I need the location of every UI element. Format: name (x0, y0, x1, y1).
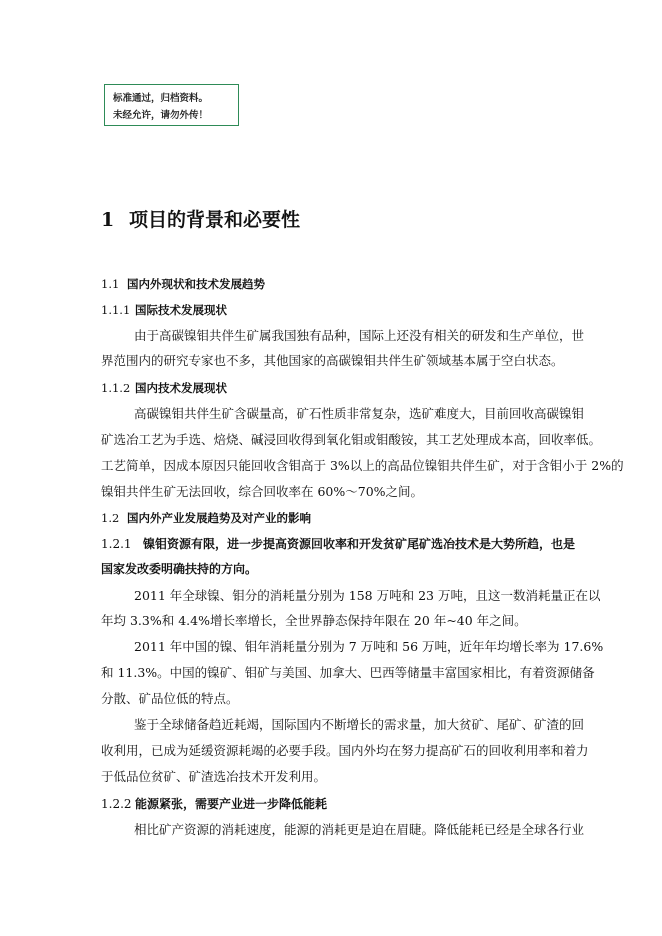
section-1-1-1-heading (101, 302, 227, 318)
section-1-2-1-title-continued: 国家发改委明确扶持的方向。 (101, 562, 258, 576)
section-1-number: 1 (101, 209, 115, 231)
paragraph-line: 收利用，已成为延缓资源耗竭的必要手段。国内外均在努力提高矿石的回收利用率和着力 (101, 743, 589, 758)
paragraph-line: 鉴于全球储备趋近耗竭，国际国内不断增长的需求量，加大贫矿、尾矿、矿渣的回 (134, 717, 585, 732)
notice-line-2: 未经允许，请勿外传！ (113, 110, 209, 121)
section-1-2-1-number: 1.2.1 (101, 537, 132, 551)
section-1-1-1-number: 1.1.1 (101, 303, 131, 317)
paragraph-line: 矿选冶工艺为手选、焙烧、碱浸回收得到氧化钼或钼酸铵，其工艺处理成本高，回收率低。 (101, 432, 602, 447)
section-1-1-2-number: 1.1.2 (101, 381, 131, 395)
section-1-1-heading (101, 276, 265, 292)
section-1-2-2-heading (101, 796, 327, 812)
paragraph-line: 相比矿产资源的消耗速度，能源的消耗更是迫在眉睫。降低能耗已经是全球各行业 (134, 822, 585, 837)
paragraph-line: 由于高碳镍钼共伴生矿属我国独有品种，国际上还没有相关的研发和生产单位，世 (134, 328, 585, 343)
section-1-title: 项目的背景和必要性 (129, 209, 301, 231)
paragraph-line: 工艺简单，因成本原因只能回收含钼高于 3%以上的高品位镍钼共伴生矿，对于含钼小于 2%的 (101, 458, 624, 473)
section-1-1-title: 国内外现状和技术发展趋势 (127, 277, 265, 291)
paragraph-line: 2011 年全球镍、钼分的消耗量分别为 158 万吨和 23 万吨，且这一数消耗量正在以 (134, 588, 601, 603)
confidential-notice-box (104, 84, 239, 126)
section-1-2-heading (101, 510, 311, 526)
paragraph-line: 分散、矿品位低的特点。 (101, 691, 239, 706)
notice-line-1: 标准通过，归档资料。 (113, 93, 209, 104)
section-1-2-2-number: 1.2.2 (101, 797, 132, 811)
section-1-1-number: 1.1 (101, 277, 120, 291)
section-1-2-number: 1.2 (101, 511, 120, 525)
section-1-1-2-title: 国内技术发展现状 (135, 381, 227, 395)
paragraph-line: 界范围内的研究专家也不多，其他国家的高碳镍钼共伴生矿领域基本属于空白状态。 (101, 353, 564, 368)
section-1-1-1-title: 国际技术发展现状 (135, 303, 227, 317)
section-1-heading (101, 208, 300, 232)
paragraph-line: 和 11.3%。中国的镍矿、钼矿与美国、加拿大、巴西等储量丰富国家相比，有着资源储备 (101, 665, 595, 680)
paragraph-line: 高碳镍钼共伴生矿含碳量高，矿石性质非常复杂，选矿难度大，目前回收高碳镍钼 (134, 406, 585, 421)
section-1-2-1-heading (101, 536, 575, 552)
section-1-2-title: 国内外产业发展趋势及对产业的影响 (127, 511, 311, 525)
section-1-1-2-heading (101, 380, 227, 396)
section-1-2-2-title: 能源紧张，需要产业进一步降低能耗 (135, 797, 328, 811)
paragraph-line: 镍钼共伴生矿无法回收，综合回收率在 60%～70%之间。 (101, 484, 424, 499)
paragraph-line: 于低品位贫矿、矿渣选冶技术开发利用。 (101, 769, 327, 784)
paragraph-line: 年均 3.3%和 4.4%增长率增长，全世界静态保持年限在 20 年~40 年之间。 (101, 613, 527, 628)
paragraph-line: 2011 年中国的镍、钼年消耗量分别为 7 万吨和 56 万吨，近年年均增长率为 17.6% (134, 639, 604, 654)
section-1-2-1-title: 镍钼资源有限，进一步提高资源回收率和开发贫矿尾矿选冶技术是大势所趋，也是 (143, 537, 576, 551)
